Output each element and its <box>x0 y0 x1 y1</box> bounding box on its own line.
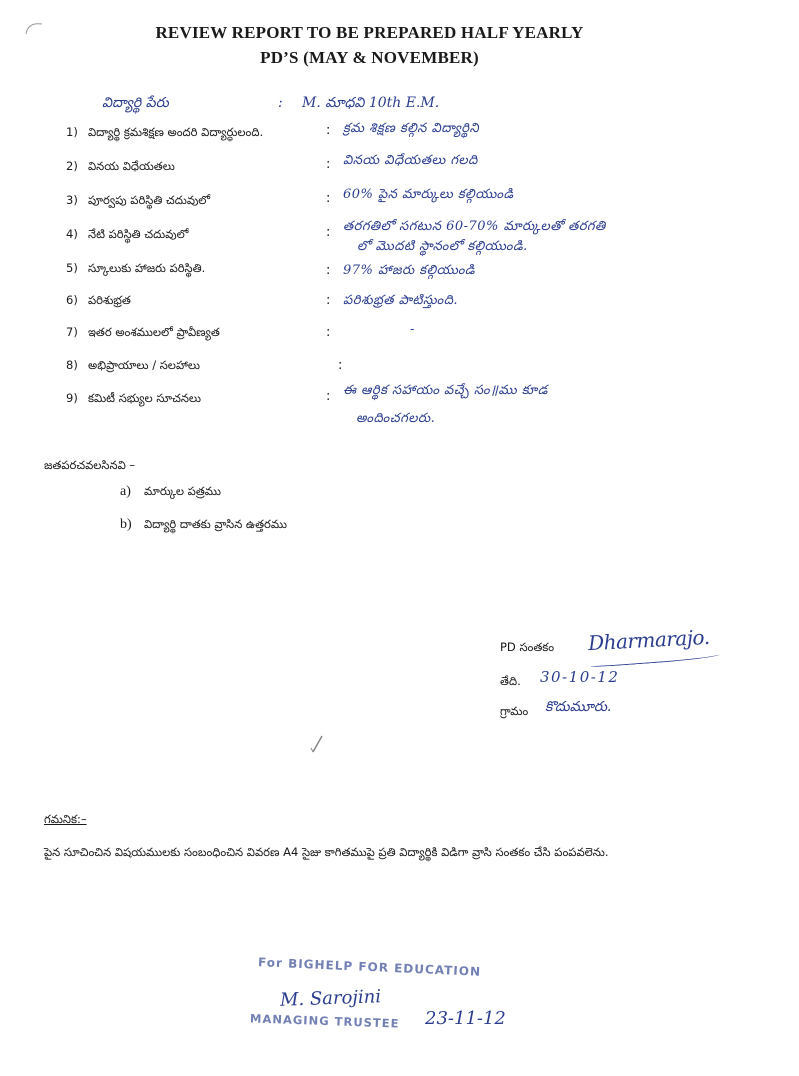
question-colon: : <box>326 123 331 138</box>
note-label: గమనిక:– <box>44 812 87 826</box>
date-value: 30-10-12 <box>540 668 620 686</box>
student-name-colon: : <box>278 95 283 111</box>
answer-text: పరిశుభ్రత పాటిస్తుంది. <box>343 293 459 308</box>
enclosure-letter: b) <box>120 517 132 532</box>
question-number: 3) <box>66 193 78 207</box>
village-label: గ్రామం <box>500 704 529 718</box>
trustee-signature: M. Sarojini <box>279 986 382 1011</box>
question-number: 7) <box>66 325 78 339</box>
student-name-label: విద్యార్థి పేరు <box>102 95 169 111</box>
report-subtitle: PD’S (MAY & NOVEMBER) <box>260 48 479 67</box>
trustee-stamp-title: MANAGING TRUSTEE <box>249 1011 400 1031</box>
question-text: పూర్వపు పరిస్థితి చదువులో <box>88 193 211 207</box>
answer-text-continued: లో మొదటి స్థానంలో కల్గియుండి. <box>357 239 528 254</box>
answer-text: 97% హాజరు కల్గియుండి <box>343 263 476 278</box>
question-colon: : <box>326 157 331 172</box>
question-text: అభిప్రాయాలు / సలహాలు <box>88 358 200 372</box>
student-name-value: M. మాధవి 10th E.M. <box>302 95 440 111</box>
question-number: 9) <box>66 391 78 405</box>
trustee-signature-date: 23-11-12 <box>425 1008 506 1029</box>
date-label: తేది. <box>500 674 521 688</box>
question-text: కమిటీ సభ్యుల సూచనలు <box>88 391 202 405</box>
report-title: REVIEW REPORT TO BE PREPARED HALF YEARLY <box>155 23 584 42</box>
answer-text-continued: అందించగలరు. <box>356 411 436 426</box>
answer-text: - <box>410 322 415 337</box>
enclosure-item-marks-sheet <box>120 484 221 501</box>
answer-text: క్రమ శిక్షణ కల్గిన విద్యార్థిని <box>343 121 480 136</box>
question-number: 2) <box>66 159 78 173</box>
note-text: పైన సూచించిన విషయములకు సంబంధించిన వివరణ A4 సైజు కాగితముపై ప్రతి విద్యార్థికి విడిగా వ్రాసి సంతకం చేసి పంపవలెను. <box>44 845 609 859</box>
question-text: వినయ విధేయతలు <box>88 159 175 173</box>
question-text: విద్యార్థి క్రమశిక్షణ అందరి విద్యార్ధులంది. <box>88 125 264 139</box>
question-text: నేటి పరిస్థితి చదువులో <box>88 227 189 241</box>
question-number: 8) <box>66 358 78 372</box>
question-colon: : <box>326 293 331 308</box>
question-colon: : <box>338 358 343 373</box>
trustee-stamp-organization: For BIGHELP FOR EDUCATION <box>257 955 482 979</box>
question-colon: : <box>326 225 331 240</box>
question-colon: : <box>326 191 331 206</box>
pen-tick-icon <box>309 734 325 756</box>
question-number: 6) <box>66 293 78 307</box>
question-text: ఇతర అంశములలో ప్రావీణ్యత <box>88 325 220 339</box>
pd-signature-label: PD సంతకం <box>500 640 555 654</box>
question-number: 4) <box>66 227 78 241</box>
enclosure-item-letter <box>120 517 287 534</box>
answer-text: ఈ ఆర్థిక సహాయం వచ్చే సం॥ము కూడ <box>343 383 548 398</box>
question-number: 1) <box>66 125 78 139</box>
question-text: పరిశుభ్రత <box>88 293 131 307</box>
enclosure-text: మార్కుల పత్రము <box>144 484 221 498</box>
enclosure-text: విద్యార్థి దాతకు వ్రాసిన ఉత్తరము <box>144 517 288 531</box>
village-value: కొదుమూరు. <box>545 699 612 715</box>
question-number: 5) <box>66 261 78 275</box>
answer-text: 60% పైన మార్కులు కల్గియుండి <box>343 187 514 202</box>
question-colon: : <box>326 389 331 404</box>
enclosures-label: జతపరచవలసినవి – <box>44 458 136 472</box>
question-text: స్కూలుకు హాజరు పరిస్థితి. <box>88 261 206 275</box>
answer-text: తరగతిలో సగటున 60-70% మార్కులతో తరగతి <box>343 219 606 234</box>
pd-signature: Dharmarajo. <box>587 624 711 656</box>
question-colon: : <box>326 325 331 340</box>
enclosure-letter: a) <box>120 484 131 499</box>
question-colon: : <box>326 263 331 278</box>
answer-text: వినయ విధేయతలు గలది <box>343 153 478 168</box>
